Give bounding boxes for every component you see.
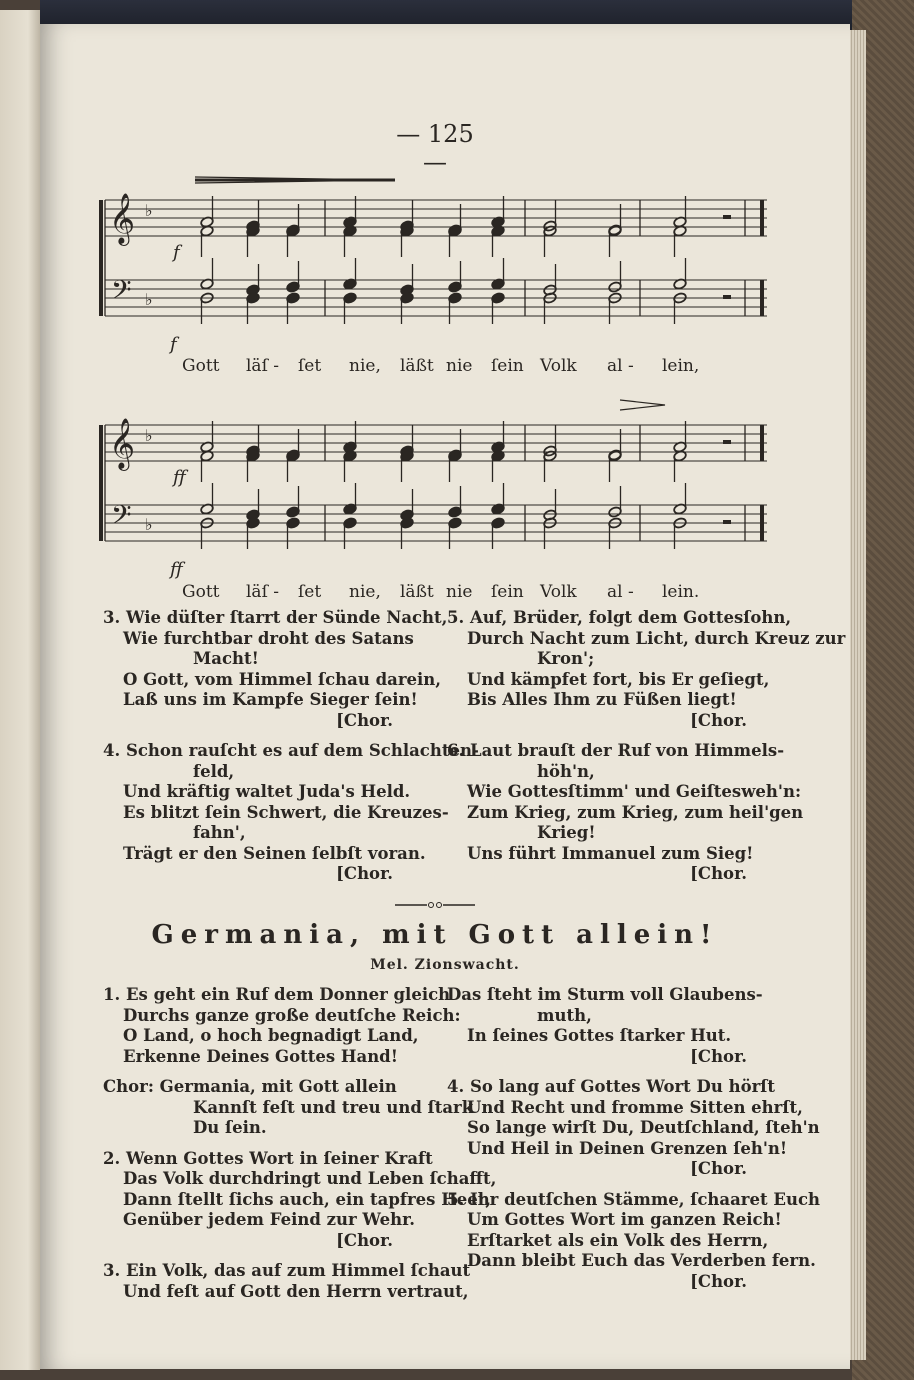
final-barline [760,200,764,236]
verse-line: Und Recht und fromme Sitten ehrſt, [467,1097,803,1117]
rest [723,440,731,444]
verse-line: Du ſein. [193,1118,267,1137]
verse-line: [Chor. [336,710,393,730]
dynamic-marking: ff [173,467,186,488]
final-barline [760,280,764,316]
stanza [447,1189,820,1293]
sheet-music [95,165,775,595]
verse-line: Krieg! [537,823,596,842]
song1-left-column [103,608,479,895]
verse-line: Bis Alles Ihm zu Füßen liegt! [467,690,737,709]
lyric-syllable: ſet [298,582,322,602]
stanza [447,985,787,1067]
stanza [447,1077,820,1180]
lyric-syllable: ſein [491,582,524,602]
lyric-syllable: nie [446,582,473,602]
stanza [103,741,479,885]
treble-clef: 𝄞 [109,418,136,469]
verse-line: Das Volk durchdringt und Leben ſchafft, [123,1169,497,1188]
song2-right-column [447,985,820,1302]
verse-line: Uns führt Immanuel zum Sieg! [467,843,754,863]
lyric-syllable: ſein [491,356,524,376]
system-bar [99,200,103,316]
flat-sign: ♭ [145,515,153,534]
lyric-syllable: nie, [349,582,381,602]
song1-right-column [447,608,846,895]
verse-line: 5. Ihr deutſchen Stämme, ſchaaret Euch [447,1189,820,1209]
song-title: Germania, mit Gott allein! [151,920,719,950]
verse-line: [Chor. [690,1159,747,1178]
verse-line: Um Gottes Wort im ganzen Reich! [467,1210,782,1229]
verse-line: muth, [537,1005,592,1025]
verse-line: [Chor. [336,864,393,883]
stanza [103,1077,474,1139]
stanza [447,608,846,731]
verse-line: 6. Laut brauſt der Ruf von Himmels- [447,741,785,760]
verse-line: [Chor. [690,1046,747,1066]
flat-sign: ♭ [145,426,153,445]
verse-line: Erſtarket als ein Volk des Herrn, [467,1230,769,1250]
treble-clef: 𝄞 [109,193,136,244]
page-number: — 125 — [396,120,474,176]
verse-line: O Gott, vom Himmel ſchau darein, [123,669,442,689]
lyric-syllable: ſet [298,356,322,376]
rest [723,215,731,219]
lyric-syllable: lein. [662,582,700,602]
melody-note: Mel. Zionswacht. [370,957,520,973]
ornament-divider [395,897,475,913]
diminuendo [620,400,665,410]
verse-line: Wie Gottesſtimm' und Geiſtesweh'n: [467,782,802,801]
verse-line: Und feſt auf Gott den Herrn vertraut, [123,1281,469,1301]
lyric-syllable: al - [607,356,634,376]
verse-line: 3. Ein Volk, das auf zum Himmel ſchaut [103,1261,471,1280]
verse-line: 3. Wie düſter ſtarrt der Sünde Nacht, [103,608,448,627]
lyric-syllable: Gott [182,582,220,602]
verse-line: Es blitzt ſein Schwert, die Kreuzes- [123,802,449,822]
rest [723,295,731,299]
verse-line: Dann ſtellt ſichs auch, ein tapfres Heer, [123,1189,492,1209]
verse-line: Genüber jedem Feind zur Wehr. [123,1210,416,1229]
verse-line: Das ſteht im Sturm voll Glaubens- [447,985,763,1004]
verse-line: Durch Nacht zum Licht, durch Kreuz zur [467,628,846,648]
verse-line: [Chor. [690,864,747,883]
verse-line: Und kräftig waltet Juda's Held. [123,782,411,801]
verse-line: Chor: Germania, mit Gott allein [103,1077,397,1096]
dynamic-marking: f [170,334,177,355]
verse-line: In ſeines Gottes ſtarker Hut. [467,1026,732,1045]
lyric-syllable: al - [607,582,634,602]
verse-line: 5. Auf, Brüder, folgt dem Gottesſohn, [447,608,792,627]
lyrics-system-1 [0,356,914,378]
rest [723,520,731,524]
lyrics-system-2 [0,582,914,604]
stanza [447,741,804,885]
verse-line: Macht! [193,649,259,668]
verse-line: O Land, o hoch begnadigt Land, [123,1026,419,1045]
stanza [103,985,461,1067]
verse-line: Kannſt feſt und treu und ſtark [193,1097,474,1117]
flat-sign: ♭ [145,290,153,309]
lyric-syllable: nie, [349,356,381,376]
verse-line: 2. Wenn Gottes Wort in ſeiner Kraft [103,1148,433,1168]
music-system-1 [99,177,767,355]
lyric-syllable: läſ - [246,356,280,376]
dynamic-marking: f [173,242,180,263]
verse-line: 1. Es geht ein Ruf dem Donner gleich [103,985,451,1004]
verse-line: Kron'; [537,649,595,668]
lyric-syllable: lein, [662,356,700,376]
bass-clef: 𝄢 [111,499,132,537]
flat-sign: ♭ [145,201,153,220]
verse-line: Wie furchtbar droht des Satans [123,628,414,648]
lyric-syllable: läſ - [246,582,280,602]
final-barline [760,505,764,541]
final-barline [760,425,764,461]
verse-line: Durchs ganze große deutſche Reich: [123,1005,461,1025]
lyric-syllable: Volk [540,582,577,602]
stanza [103,608,448,731]
verse-line: 4. Schon rauſcht es auf dem Schlachten- [103,741,479,760]
verse-line: Und Heil in Deinen Grenzen ſeh'n! [467,1138,788,1158]
song2-left-column [103,985,497,1312]
verse-line: [Chor. [690,1271,747,1291]
verse-line: Laß uns im Kampfe Sieger ſein! [123,690,418,709]
verse-line: feld, [193,761,235,781]
verse-line: [Chor. [690,710,747,730]
music-system-2 [99,400,767,580]
stanza [103,1261,471,1302]
dynamic-marking: ff [170,559,183,580]
verse-line: Zum Krieg, zum Krieg, zum heil'gen [467,802,804,822]
lyric-syllable: Gott [182,356,220,376]
verse-line: Und kämpfet fort, bis Er geſiegt, [467,669,770,689]
verse-line: [Chor. [336,1230,393,1250]
stanza [103,1148,497,1252]
system-bar [99,425,103,541]
lyric-syllable: läßt [400,582,434,602]
verse-line: höh'n, [537,761,595,781]
verse-line: 4. So lang auf Gottes Wort Du hörſt [447,1077,775,1096]
bass-clef: 𝄢 [111,274,132,312]
verse-line: Dann bleibt Euch das Verderben fern. [467,1251,816,1270]
lyric-syllable: läßt [400,356,434,376]
lyric-syllable: Volk [540,356,577,376]
lyric-syllable: nie [446,356,473,376]
verse-line: fahn', [193,823,246,842]
left-page-edge [0,10,40,1370]
verse-line: Erkenne Deines Gottes Hand! [123,1046,398,1066]
verse-line: So lange wirſt Du, Deutſchland, ſteh'n [467,1118,820,1137]
verse-line: Trägt er den Seinen ſelbſt voran. [123,843,426,863]
